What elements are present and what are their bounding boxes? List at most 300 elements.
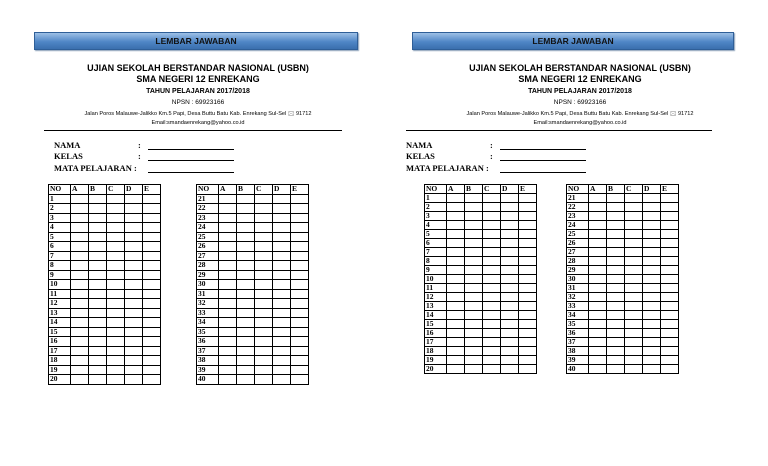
answer-cell[interactable] bbox=[643, 329, 661, 338]
answer-cell[interactable] bbox=[255, 232, 273, 242]
answer-cell[interactable] bbox=[125, 261, 143, 271]
answer-cell[interactable] bbox=[143, 337, 161, 347]
answer-cell[interactable] bbox=[483, 257, 501, 266]
answer-cell[interactable] bbox=[625, 320, 643, 329]
answer-cell[interactable] bbox=[519, 284, 537, 293]
answer-cell[interactable] bbox=[607, 338, 625, 347]
answer-cell[interactable] bbox=[255, 251, 273, 261]
answer-cell[interactable] bbox=[291, 232, 309, 242]
answer-cell[interactable] bbox=[125, 318, 143, 328]
answer-cell[interactable] bbox=[291, 289, 309, 299]
answer-cell[interactable] bbox=[143, 327, 161, 337]
answer-cell[interactable] bbox=[625, 311, 643, 320]
answer-cell[interactable] bbox=[607, 212, 625, 221]
answer-cell[interactable] bbox=[237, 251, 255, 261]
answer-cell[interactable] bbox=[643, 320, 661, 329]
answer-cell[interactable] bbox=[125, 337, 143, 347]
answer-cell[interactable] bbox=[625, 203, 643, 212]
answer-cell[interactable] bbox=[589, 356, 607, 365]
answer-cell[interactable] bbox=[519, 230, 537, 239]
answer-cell[interactable] bbox=[219, 375, 237, 385]
answer-cell[interactable] bbox=[447, 311, 465, 320]
answer-cell[interactable] bbox=[107, 299, 125, 309]
answer-cell[interactable] bbox=[255, 223, 273, 233]
answer-cell[interactable] bbox=[125, 346, 143, 356]
answer-cell[interactable] bbox=[89, 308, 107, 318]
answer-cell[interactable] bbox=[237, 213, 255, 223]
answer-cell[interactable] bbox=[519, 257, 537, 266]
answer-cell[interactable] bbox=[125, 213, 143, 223]
answer-cell[interactable] bbox=[519, 221, 537, 230]
answer-cell[interactable] bbox=[519, 239, 537, 248]
answer-cell[interactable] bbox=[107, 327, 125, 337]
answer-cell[interactable] bbox=[125, 232, 143, 242]
answer-cell[interactable] bbox=[447, 347, 465, 356]
answer-cell[interactable] bbox=[625, 365, 643, 374]
answer-cell[interactable] bbox=[107, 308, 125, 318]
answer-cell[interactable] bbox=[501, 275, 519, 284]
answer-cell[interactable] bbox=[273, 289, 291, 299]
answer-cell[interactable] bbox=[89, 213, 107, 223]
answer-cell[interactable] bbox=[447, 203, 465, 212]
answer-cell[interactable] bbox=[71, 270, 89, 280]
answer-cell[interactable] bbox=[607, 194, 625, 203]
answer-cell[interactable] bbox=[501, 257, 519, 266]
answer-cell[interactable] bbox=[519, 275, 537, 284]
answer-cell[interactable] bbox=[643, 194, 661, 203]
answer-cell[interactable] bbox=[483, 194, 501, 203]
answer-cell[interactable] bbox=[273, 327, 291, 337]
answer-cell[interactable] bbox=[107, 232, 125, 242]
answer-cell[interactable] bbox=[625, 293, 643, 302]
answer-cell[interactable] bbox=[237, 232, 255, 242]
answer-cell[interactable] bbox=[483, 203, 501, 212]
answer-cell[interactable] bbox=[447, 212, 465, 221]
answer-cell[interactable] bbox=[219, 280, 237, 290]
answer-cell[interactable] bbox=[71, 327, 89, 337]
answer-cell[interactable] bbox=[143, 194, 161, 204]
answer-cell[interactable] bbox=[589, 320, 607, 329]
answer-cell[interactable] bbox=[71, 318, 89, 328]
answer-cell[interactable] bbox=[501, 266, 519, 275]
answer-cell[interactable] bbox=[661, 248, 679, 257]
answer-cell[interactable] bbox=[607, 329, 625, 338]
answer-cell[interactable] bbox=[107, 261, 125, 271]
answer-cell[interactable] bbox=[607, 203, 625, 212]
answer-cell[interactable] bbox=[607, 248, 625, 257]
answer-cell[interactable] bbox=[71, 204, 89, 214]
answer-cell[interactable] bbox=[255, 365, 273, 375]
answer-cell[interactable] bbox=[273, 356, 291, 366]
answer-cell[interactable] bbox=[661, 356, 679, 365]
answer-cell[interactable] bbox=[519, 329, 537, 338]
answer-cell[interactable] bbox=[501, 293, 519, 302]
answer-cell[interactable] bbox=[447, 239, 465, 248]
answer-cell[interactable] bbox=[447, 275, 465, 284]
answer-cell[interactable] bbox=[255, 346, 273, 356]
answer-cell[interactable] bbox=[143, 356, 161, 366]
answer-cell[interactable] bbox=[465, 329, 483, 338]
answer-cell[interactable] bbox=[447, 329, 465, 338]
answer-cell[interactable] bbox=[89, 346, 107, 356]
answer-cell[interactable] bbox=[661, 239, 679, 248]
answer-cell[interactable] bbox=[107, 280, 125, 290]
answer-cell[interactable] bbox=[273, 308, 291, 318]
answer-cell[interactable] bbox=[625, 266, 643, 275]
answer-cell[interactable] bbox=[89, 242, 107, 252]
answer-cell[interactable] bbox=[291, 251, 309, 261]
answer-cell[interactable] bbox=[107, 356, 125, 366]
answer-cell[interactable] bbox=[89, 337, 107, 347]
answer-cell[interactable] bbox=[483, 230, 501, 239]
answer-cell[interactable] bbox=[483, 284, 501, 293]
answer-cell[interactable] bbox=[89, 327, 107, 337]
answer-cell[interactable] bbox=[589, 329, 607, 338]
answer-cell[interactable] bbox=[589, 338, 607, 347]
answer-cell[interactable] bbox=[643, 302, 661, 311]
answer-cell[interactable] bbox=[643, 356, 661, 365]
answer-cell[interactable] bbox=[483, 320, 501, 329]
answer-cell[interactable] bbox=[291, 204, 309, 214]
answer-cell[interactable] bbox=[89, 232, 107, 242]
answer-cell[interactable] bbox=[643, 275, 661, 284]
answer-cell[interactable] bbox=[219, 251, 237, 261]
answer-cell[interactable] bbox=[643, 230, 661, 239]
answer-cell[interactable] bbox=[71, 365, 89, 375]
answer-cell[interactable] bbox=[465, 203, 483, 212]
answer-cell[interactable] bbox=[661, 230, 679, 239]
answer-cell[interactable] bbox=[483, 293, 501, 302]
answer-cell[interactable] bbox=[501, 329, 519, 338]
answer-cell[interactable] bbox=[107, 318, 125, 328]
answer-cell[interactable] bbox=[607, 302, 625, 311]
answer-cell[interactable] bbox=[589, 311, 607, 320]
answer-cell[interactable] bbox=[219, 223, 237, 233]
answer-cell[interactable] bbox=[125, 308, 143, 318]
answer-cell[interactable] bbox=[291, 223, 309, 233]
answer-cell[interactable] bbox=[291, 242, 309, 252]
answer-cell[interactable] bbox=[589, 212, 607, 221]
answer-cell[interactable] bbox=[255, 337, 273, 347]
answer-cell[interactable] bbox=[447, 365, 465, 374]
answer-cell[interactable] bbox=[501, 338, 519, 347]
answer-cell[interactable] bbox=[71, 251, 89, 261]
answer-cell[interactable] bbox=[643, 338, 661, 347]
answer-cell[interactable] bbox=[661, 311, 679, 320]
answer-cell[interactable] bbox=[219, 289, 237, 299]
answer-cell[interactable] bbox=[107, 346, 125, 356]
answer-cell[interactable] bbox=[143, 251, 161, 261]
answer-cell[interactable] bbox=[237, 327, 255, 337]
answer-cell[interactable] bbox=[483, 248, 501, 257]
answer-cell[interactable] bbox=[219, 232, 237, 242]
answer-cell[interactable] bbox=[291, 308, 309, 318]
answer-cell[interactable] bbox=[143, 318, 161, 328]
answer-cell[interactable] bbox=[589, 266, 607, 275]
answer-cell[interactable] bbox=[483, 239, 501, 248]
answer-cell[interactable] bbox=[107, 289, 125, 299]
answer-cell[interactable] bbox=[219, 327, 237, 337]
answer-cell[interactable] bbox=[107, 337, 125, 347]
answer-cell[interactable] bbox=[465, 338, 483, 347]
answer-cell[interactable] bbox=[219, 261, 237, 271]
answer-cell[interactable] bbox=[519, 203, 537, 212]
answer-cell[interactable] bbox=[519, 356, 537, 365]
answer-cell[interactable] bbox=[465, 356, 483, 365]
answer-cell[interactable] bbox=[125, 242, 143, 252]
answer-cell[interactable] bbox=[255, 375, 273, 385]
answer-cell[interactable] bbox=[661, 338, 679, 347]
answer-cell[interactable] bbox=[143, 242, 161, 252]
answer-cell[interactable] bbox=[483, 338, 501, 347]
answer-cell[interactable] bbox=[291, 280, 309, 290]
answer-cell[interactable] bbox=[125, 299, 143, 309]
answer-cell[interactable] bbox=[519, 311, 537, 320]
answer-cell[interactable] bbox=[643, 212, 661, 221]
answer-cell[interactable] bbox=[607, 257, 625, 266]
answer-cell[interactable] bbox=[255, 280, 273, 290]
answer-cell[interactable] bbox=[273, 232, 291, 242]
answer-cell[interactable] bbox=[483, 275, 501, 284]
answer-cell[interactable] bbox=[71, 232, 89, 242]
answer-cell[interactable] bbox=[625, 257, 643, 266]
answer-cell[interactable] bbox=[519, 266, 537, 275]
answer-cell[interactable] bbox=[519, 293, 537, 302]
answer-cell[interactable] bbox=[501, 365, 519, 374]
answer-cell[interactable] bbox=[71, 356, 89, 366]
answer-cell[interactable] bbox=[125, 356, 143, 366]
answer-cell[interactable] bbox=[447, 257, 465, 266]
answer-cell[interactable] bbox=[589, 302, 607, 311]
answer-cell[interactable] bbox=[501, 230, 519, 239]
answer-cell[interactable] bbox=[589, 347, 607, 356]
answer-cell[interactable] bbox=[89, 270, 107, 280]
answer-cell[interactable] bbox=[107, 365, 125, 375]
answer-cell[interactable] bbox=[71, 213, 89, 223]
answer-cell[interactable] bbox=[71, 289, 89, 299]
answer-cell[interactable] bbox=[255, 318, 273, 328]
answer-cell[interactable] bbox=[71, 223, 89, 233]
answer-cell[interactable] bbox=[291, 299, 309, 309]
answer-cell[interactable] bbox=[465, 266, 483, 275]
answer-cell[interactable] bbox=[465, 212, 483, 221]
answer-cell[interactable] bbox=[465, 311, 483, 320]
answer-cell[interactable] bbox=[273, 204, 291, 214]
answer-cell[interactable] bbox=[447, 302, 465, 311]
answer-cell[interactable] bbox=[625, 284, 643, 293]
answer-cell[interactable] bbox=[465, 194, 483, 203]
answer-cell[interactable] bbox=[89, 375, 107, 385]
answer-cell[interactable] bbox=[219, 194, 237, 204]
answer-cell[interactable] bbox=[519, 320, 537, 329]
answer-cell[interactable] bbox=[255, 270, 273, 280]
answer-cell[interactable] bbox=[589, 275, 607, 284]
answer-cell[interactable] bbox=[89, 318, 107, 328]
answer-cell[interactable] bbox=[125, 204, 143, 214]
answer-cell[interactable] bbox=[89, 356, 107, 366]
answer-cell[interactable] bbox=[255, 204, 273, 214]
answer-cell[interactable] bbox=[625, 356, 643, 365]
answer-cell[interactable] bbox=[519, 338, 537, 347]
answer-cell[interactable] bbox=[237, 194, 255, 204]
answer-cell[interactable] bbox=[607, 230, 625, 239]
answer-cell[interactable] bbox=[273, 318, 291, 328]
answer-cell[interactable] bbox=[589, 203, 607, 212]
answer-cell[interactable] bbox=[237, 223, 255, 233]
answer-cell[interactable] bbox=[107, 194, 125, 204]
answer-cell[interactable] bbox=[143, 346, 161, 356]
answer-cell[interactable] bbox=[291, 270, 309, 280]
answer-cell[interactable] bbox=[519, 302, 537, 311]
answer-cell[interactable] bbox=[465, 248, 483, 257]
answer-cell[interactable] bbox=[519, 248, 537, 257]
answer-cell[interactable] bbox=[237, 356, 255, 366]
answer-cell[interactable] bbox=[661, 365, 679, 374]
answer-cell[interactable] bbox=[607, 356, 625, 365]
answer-cell[interactable] bbox=[273, 299, 291, 309]
answer-cell[interactable] bbox=[625, 239, 643, 248]
answer-cell[interactable] bbox=[273, 223, 291, 233]
answer-cell[interactable] bbox=[273, 280, 291, 290]
answer-cell[interactable] bbox=[501, 347, 519, 356]
answer-cell[interactable] bbox=[661, 275, 679, 284]
answer-cell[interactable] bbox=[143, 270, 161, 280]
answer-cell[interactable] bbox=[143, 232, 161, 242]
answer-cell[interactable] bbox=[291, 365, 309, 375]
answer-cell[interactable] bbox=[465, 230, 483, 239]
answer-cell[interactable] bbox=[447, 356, 465, 365]
answer-cell[interactable] bbox=[643, 293, 661, 302]
answer-cell[interactable] bbox=[291, 194, 309, 204]
answer-cell[interactable] bbox=[237, 242, 255, 252]
answer-cell[interactable] bbox=[143, 213, 161, 223]
answer-cell[interactable] bbox=[643, 347, 661, 356]
answer-cell[interactable] bbox=[107, 204, 125, 214]
answer-cell[interactable] bbox=[483, 221, 501, 230]
answer-cell[interactable] bbox=[501, 311, 519, 320]
answer-cell[interactable] bbox=[607, 284, 625, 293]
answer-cell[interactable] bbox=[89, 289, 107, 299]
answer-cell[interactable] bbox=[219, 270, 237, 280]
answer-cell[interactable] bbox=[643, 203, 661, 212]
answer-cell[interactable] bbox=[291, 213, 309, 223]
answer-cell[interactable] bbox=[643, 257, 661, 266]
answer-cell[interactable] bbox=[219, 213, 237, 223]
answer-cell[interactable] bbox=[607, 221, 625, 230]
answer-cell[interactable] bbox=[661, 302, 679, 311]
answer-cell[interactable] bbox=[661, 320, 679, 329]
answer-cell[interactable] bbox=[625, 329, 643, 338]
answer-cell[interactable] bbox=[237, 299, 255, 309]
answer-cell[interactable] bbox=[447, 248, 465, 257]
answer-cell[interactable] bbox=[465, 221, 483, 230]
answer-cell[interactable] bbox=[291, 261, 309, 271]
answer-cell[interactable] bbox=[589, 239, 607, 248]
answer-cell[interactable] bbox=[219, 365, 237, 375]
answer-cell[interactable] bbox=[483, 266, 501, 275]
answer-cell[interactable] bbox=[625, 275, 643, 284]
answer-cell[interactable] bbox=[143, 204, 161, 214]
answer-cell[interactable] bbox=[255, 289, 273, 299]
answer-cell[interactable] bbox=[607, 320, 625, 329]
answer-cell[interactable] bbox=[519, 365, 537, 374]
answer-cell[interactable] bbox=[237, 204, 255, 214]
answer-cell[interactable] bbox=[447, 266, 465, 275]
answer-cell[interactable] bbox=[143, 365, 161, 375]
answer-cell[interactable] bbox=[255, 194, 273, 204]
answer-cell[interactable] bbox=[143, 261, 161, 271]
answer-cell[interactable] bbox=[643, 239, 661, 248]
answer-cell[interactable] bbox=[273, 251, 291, 261]
answer-cell[interactable] bbox=[501, 320, 519, 329]
answer-cell[interactable] bbox=[589, 221, 607, 230]
answer-cell[interactable] bbox=[625, 212, 643, 221]
answer-cell[interactable] bbox=[447, 338, 465, 347]
answer-cell[interactable] bbox=[483, 365, 501, 374]
answer-cell[interactable] bbox=[465, 302, 483, 311]
answer-cell[interactable] bbox=[447, 194, 465, 203]
answer-cell[interactable] bbox=[237, 308, 255, 318]
answer-cell[interactable] bbox=[643, 266, 661, 275]
answer-cell[interactable] bbox=[483, 329, 501, 338]
answer-cell[interactable] bbox=[661, 257, 679, 266]
answer-cell[interactable] bbox=[643, 365, 661, 374]
answer-cell[interactable] bbox=[447, 284, 465, 293]
answer-cell[interactable] bbox=[273, 213, 291, 223]
answer-cell[interactable] bbox=[71, 337, 89, 347]
answer-cell[interactable] bbox=[643, 248, 661, 257]
answer-cell[interactable] bbox=[255, 327, 273, 337]
answer-cell[interactable] bbox=[89, 261, 107, 271]
answer-cell[interactable] bbox=[465, 239, 483, 248]
answer-cell[interactable] bbox=[125, 365, 143, 375]
answer-cell[interactable] bbox=[273, 194, 291, 204]
answer-cell[interactable] bbox=[125, 327, 143, 337]
answer-cell[interactable] bbox=[501, 356, 519, 365]
answer-cell[interactable] bbox=[125, 194, 143, 204]
answer-cell[interactable] bbox=[519, 194, 537, 203]
answer-cell[interactable] bbox=[71, 280, 89, 290]
answer-cell[interactable] bbox=[273, 242, 291, 252]
answer-cell[interactable] bbox=[89, 365, 107, 375]
answer-cell[interactable] bbox=[219, 242, 237, 252]
answer-cell[interactable] bbox=[625, 347, 643, 356]
answer-cell[interactable] bbox=[107, 251, 125, 261]
answer-cell[interactable] bbox=[589, 248, 607, 257]
answer-cell[interactable] bbox=[465, 275, 483, 284]
answer-cell[interactable] bbox=[465, 365, 483, 374]
answer-cell[interactable] bbox=[107, 223, 125, 233]
answer-cell[interactable] bbox=[643, 221, 661, 230]
answer-cell[interactable] bbox=[483, 311, 501, 320]
answer-cell[interactable] bbox=[219, 299, 237, 309]
answer-cell[interactable] bbox=[89, 251, 107, 261]
answer-cell[interactable] bbox=[143, 223, 161, 233]
answer-cell[interactable] bbox=[107, 270, 125, 280]
answer-cell[interactable] bbox=[143, 289, 161, 299]
answer-cell[interactable] bbox=[661, 284, 679, 293]
answer-cell[interactable] bbox=[607, 275, 625, 284]
answer-cell[interactable] bbox=[607, 347, 625, 356]
answer-cell[interactable] bbox=[107, 375, 125, 385]
answer-cell[interactable] bbox=[71, 261, 89, 271]
answer-cell[interactable] bbox=[125, 251, 143, 261]
answer-cell[interactable] bbox=[273, 346, 291, 356]
answer-cell[interactable] bbox=[643, 311, 661, 320]
answer-cell[interactable] bbox=[71, 194, 89, 204]
answer-cell[interactable] bbox=[143, 280, 161, 290]
answer-cell[interactable] bbox=[237, 289, 255, 299]
